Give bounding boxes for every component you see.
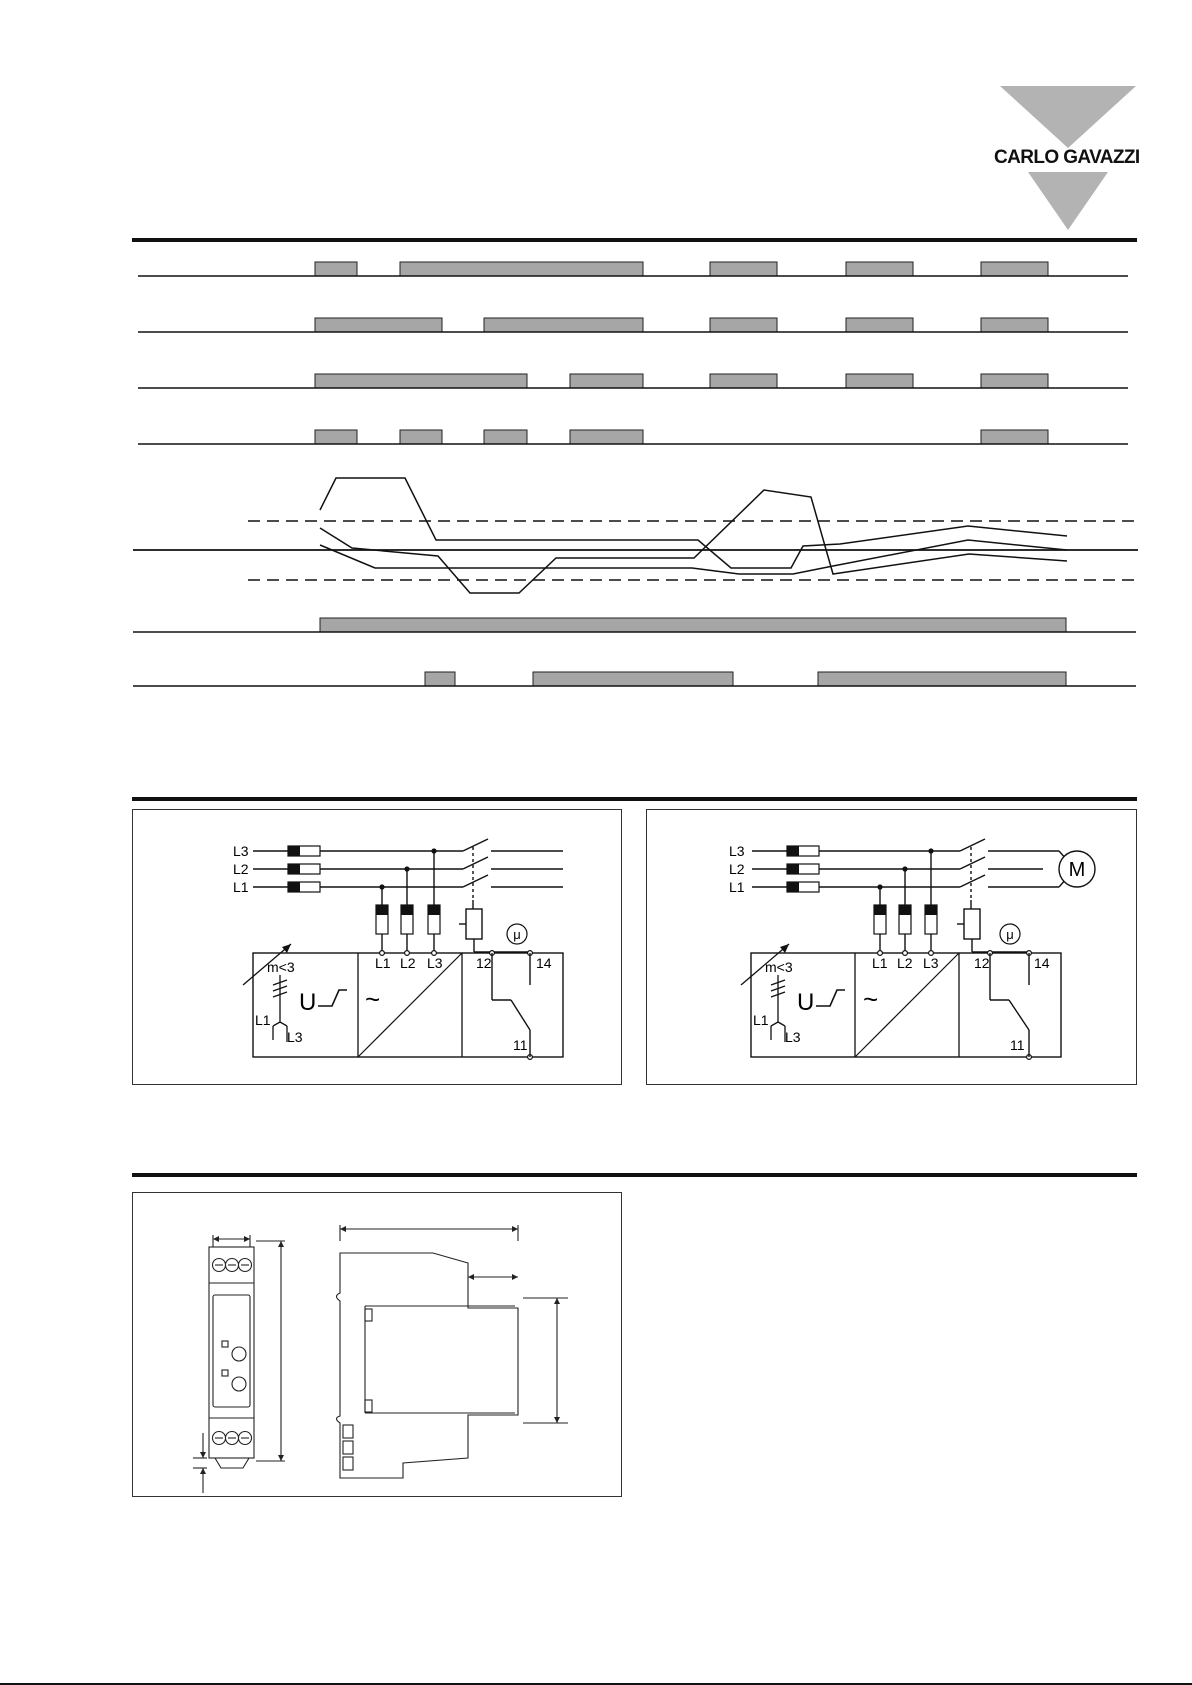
phase-pair-label: L1 bbox=[255, 1012, 271, 1028]
contact-label: 14 bbox=[1034, 955, 1050, 971]
threshold-symbol bbox=[318, 990, 347, 1006]
setting-label: m<3 bbox=[765, 959, 793, 975]
fuse-icon bbox=[787, 846, 819, 892]
output-row-1 bbox=[133, 618, 1136, 632]
output-row-2 bbox=[133, 672, 1136, 686]
contactor-switch-icon bbox=[463, 839, 488, 909]
timing-row-1 bbox=[138, 262, 1128, 276]
voltage-curves bbox=[133, 478, 1138, 593]
terminal-label: L1 bbox=[375, 955, 391, 971]
brand-logo bbox=[990, 84, 1140, 232]
phase-label: L2 bbox=[729, 861, 745, 877]
contact-label: 12 bbox=[974, 955, 990, 971]
contactor-switch-icon bbox=[960, 839, 985, 909]
wiring-schematic-right bbox=[647, 810, 1138, 1086]
phase-label: L3 bbox=[233, 843, 249, 859]
contact-label: 11 bbox=[513, 1037, 528, 1053]
wiring-schematic-left bbox=[133, 810, 623, 1086]
fuse-icon bbox=[376, 905, 440, 934]
micro-symbol: μ bbox=[513, 927, 521, 942]
section-rule-wiring bbox=[132, 797, 1137, 801]
terminal-label: L2 bbox=[400, 955, 416, 971]
phase-label: L1 bbox=[233, 879, 249, 895]
coil-icon bbox=[466, 909, 482, 939]
contact-label: 11 bbox=[1010, 1037, 1025, 1053]
wiring-diagram-right bbox=[646, 809, 1137, 1085]
phase-label: L3 bbox=[729, 843, 745, 859]
motor-label: M bbox=[1068, 859, 1086, 881]
phase-pair-label: L1 bbox=[753, 1012, 769, 1028]
voltage-symbol: U bbox=[797, 989, 815, 1016]
dimensions-drawing bbox=[132, 1192, 622, 1497]
ac-symbol: ~ bbox=[863, 984, 879, 1014]
fuse-icon bbox=[288, 846, 320, 892]
terminal-label: L3 bbox=[923, 955, 939, 971]
operation-diagram bbox=[0, 240, 1192, 700]
section-rule-dimensions bbox=[132, 1173, 1137, 1177]
setting-label: m<3 bbox=[267, 959, 295, 975]
brand-name: CARLO GAVAZZI bbox=[994, 147, 1140, 168]
phase-pair-label: L3 bbox=[287, 1029, 303, 1045]
ac-symbol: ~ bbox=[365, 984, 381, 1014]
phase-pair-label: L3 bbox=[785, 1029, 801, 1045]
terminal-label: L1 bbox=[872, 955, 888, 971]
terminal-label: L3 bbox=[427, 955, 443, 971]
wiring-diagram-left bbox=[132, 809, 622, 1085]
timing-row-3 bbox=[138, 374, 1128, 388]
phase-label: L1 bbox=[729, 879, 745, 895]
timing-row-4 bbox=[138, 430, 1128, 444]
timing-row-2 bbox=[138, 318, 1128, 332]
phase-label: L2 bbox=[233, 861, 249, 877]
potentiometer-icon bbox=[232, 1347, 246, 1391]
threshold-symbol bbox=[816, 990, 845, 1006]
contact-label: 14 bbox=[536, 955, 552, 971]
three-phase-symbol bbox=[273, 975, 287, 1042]
micro-symbol: μ bbox=[1006, 927, 1014, 942]
housing-outline bbox=[133, 1193, 623, 1498]
three-phase-symbol bbox=[771, 975, 785, 1042]
contact-label: 12 bbox=[476, 955, 492, 971]
coil-icon bbox=[964, 909, 980, 939]
terminal-label: L2 bbox=[897, 955, 913, 971]
fuse-icon bbox=[874, 905, 937, 934]
voltage-symbol: U bbox=[299, 989, 317, 1016]
